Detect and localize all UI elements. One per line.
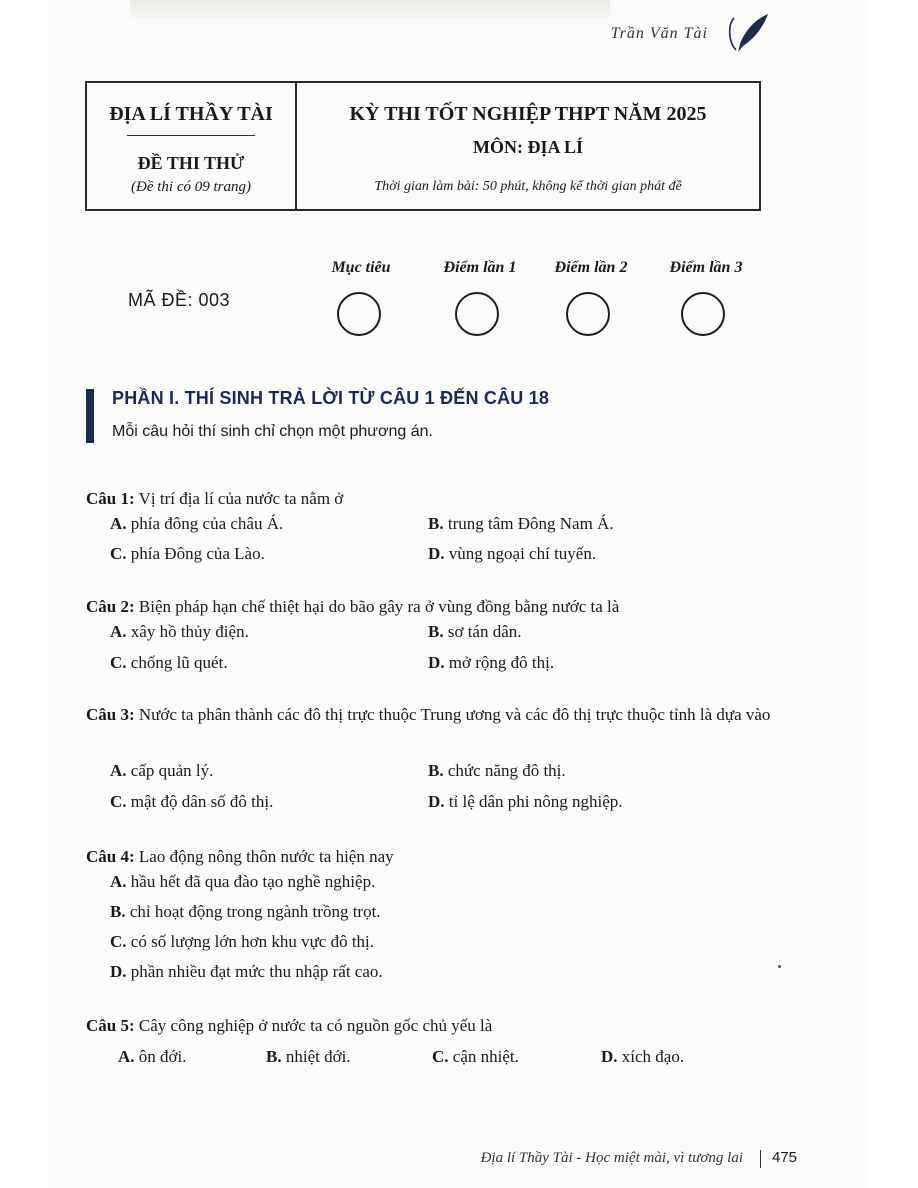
option-a[interactable]: A. phía đông của châu Á.: [110, 514, 284, 533]
author-name: Trần Văn Tài: [610, 25, 708, 42]
option-a[interactable]: A. cấp quản lý.: [110, 761, 214, 780]
option-c[interactable]: C. có số lượng lớn hơn khu vực đô thị.: [110, 932, 375, 951]
section-accent-bar: [86, 389, 94, 443]
scan-speck: [778, 965, 781, 968]
footer-divider: [760, 1150, 761, 1168]
option-c[interactable]: C. phía Đông của Lào.: [110, 544, 265, 563]
question-stem: Vị trí địa lí của nước ta nằm ở: [134, 489, 344, 508]
question-label: Câu 3:: [86, 705, 135, 724]
score-circle-attempt-3[interactable]: [681, 292, 725, 336]
org-name: ĐỊA LÍ THẦY TÀI: [109, 103, 273, 125]
question-stem: Biện pháp hạn chế thiệt hại do bão gây ra ở vùng đồng bằng nước ta là: [134, 597, 620, 616]
question-stem: Nước ta phân thành các đô thị trực thuộc Trung ương và các đô thị trực thuộc tỉnh là dựa vào: [134, 705, 771, 724]
option-c[interactable]: C. cận nhiệt.: [432, 1047, 519, 1066]
option-a[interactable]: A. hầu hết đã qua đào tạo nghề nghiệp.: [110, 872, 376, 891]
question-1: [86, 484, 776, 514]
question-3: [86, 700, 776, 730]
question-label: Câu 5:: [86, 1016, 135, 1035]
header-right-cell: [297, 83, 759, 209]
question-2: [86, 592, 776, 622]
section-title: PHẦN I. THÍ SINH TRẢ LỜI TỪ CÂU 1 ĐẾN CÂU 18: [112, 388, 550, 408]
option-d[interactable]: D. mở rộng đô thị.: [428, 653, 555, 672]
score-label-attempt-2: Điểm lần 2: [554, 259, 628, 276]
option-a[interactable]: A. xây hồ thủy điện.: [110, 622, 249, 641]
score-label-attempt-3: Điểm lần 3: [669, 259, 743, 276]
score-circle-target[interactable]: [337, 292, 381, 336]
exam-title: KỲ THI TỐT NGHIỆP THPT NĂM 2025: [349, 103, 707, 125]
exam-header-box: [85, 81, 761, 211]
exam-code: MÃ ĐỀ: 003: [128, 290, 231, 310]
scan-shadow: [130, 0, 610, 18]
question-5: [86, 1011, 776, 1041]
score-label-attempt-1: Điểm lần 1: [443, 259, 517, 276]
section-instruction: Mỗi câu hỏi thí sinh chỉ chọn một phương án.: [112, 423, 433, 440]
option-b[interactable]: B. sơ tán dân.: [428, 622, 522, 641]
score-circle-attempt-1[interactable]: [455, 292, 499, 336]
footer-slogan: Địa lí Thầy Tài - Học miệt mài, vì tương lai: [480, 1150, 743, 1166]
question-label: Câu 1:: [86, 489, 135, 508]
exam-kind: ĐỀ THI THỬ: [137, 153, 245, 173]
question-label: Câu 2:: [86, 597, 135, 616]
question-stem: Lao động nông thôn nước ta hiện nay: [134, 847, 394, 866]
option-c[interactable]: C. mật độ dân số đô thị.: [110, 792, 274, 811]
option-b[interactable]: B. trung tâm Đông Nam Á.: [428, 514, 614, 533]
time-note: Thời gian làm bài: 50 phút, không kể thời gian phát đề: [374, 179, 682, 194]
option-b[interactable]: B. nhiệt đới.: [266, 1047, 351, 1066]
question-stem: Cây công nghiệp ở nước ta có nguồn gốc chủ yếu là: [134, 1016, 493, 1035]
option-b[interactable]: B. chức năng đô thị.: [428, 761, 566, 780]
subject-title: MÔN: ĐỊA LÍ: [472, 137, 583, 157]
option-b[interactable]: B. chỉ hoạt động trong ngành trồng trọt.: [110, 902, 381, 921]
page-count-note: (Đề thi có 09 trang): [131, 179, 251, 195]
score-label-target: Mục tiêu: [331, 259, 391, 276]
option-d[interactable]: D. xích đạo.: [601, 1047, 685, 1066]
header-left-cell: [87, 83, 297, 209]
option-d[interactable]: D. tỉ lệ dân phi nông nghiệp.: [428, 792, 623, 811]
quill-icon: [724, 10, 776, 58]
question-label: Câu 4:: [86, 847, 135, 866]
option-a[interactable]: A. ôn đới.: [118, 1047, 187, 1066]
score-circle-attempt-2[interactable]: [566, 292, 610, 336]
option-c[interactable]: C. chống lũ quét.: [110, 653, 228, 672]
option-d[interactable]: D. vùng ngoại chí tuyến.: [428, 544, 597, 563]
option-d[interactable]: D. phần nhiều đạt mức thu nhập rất cao.: [110, 962, 383, 981]
divider: [127, 135, 255, 136]
page-number: 475: [772, 1149, 798, 1166]
question-4: [86, 842, 776, 872]
